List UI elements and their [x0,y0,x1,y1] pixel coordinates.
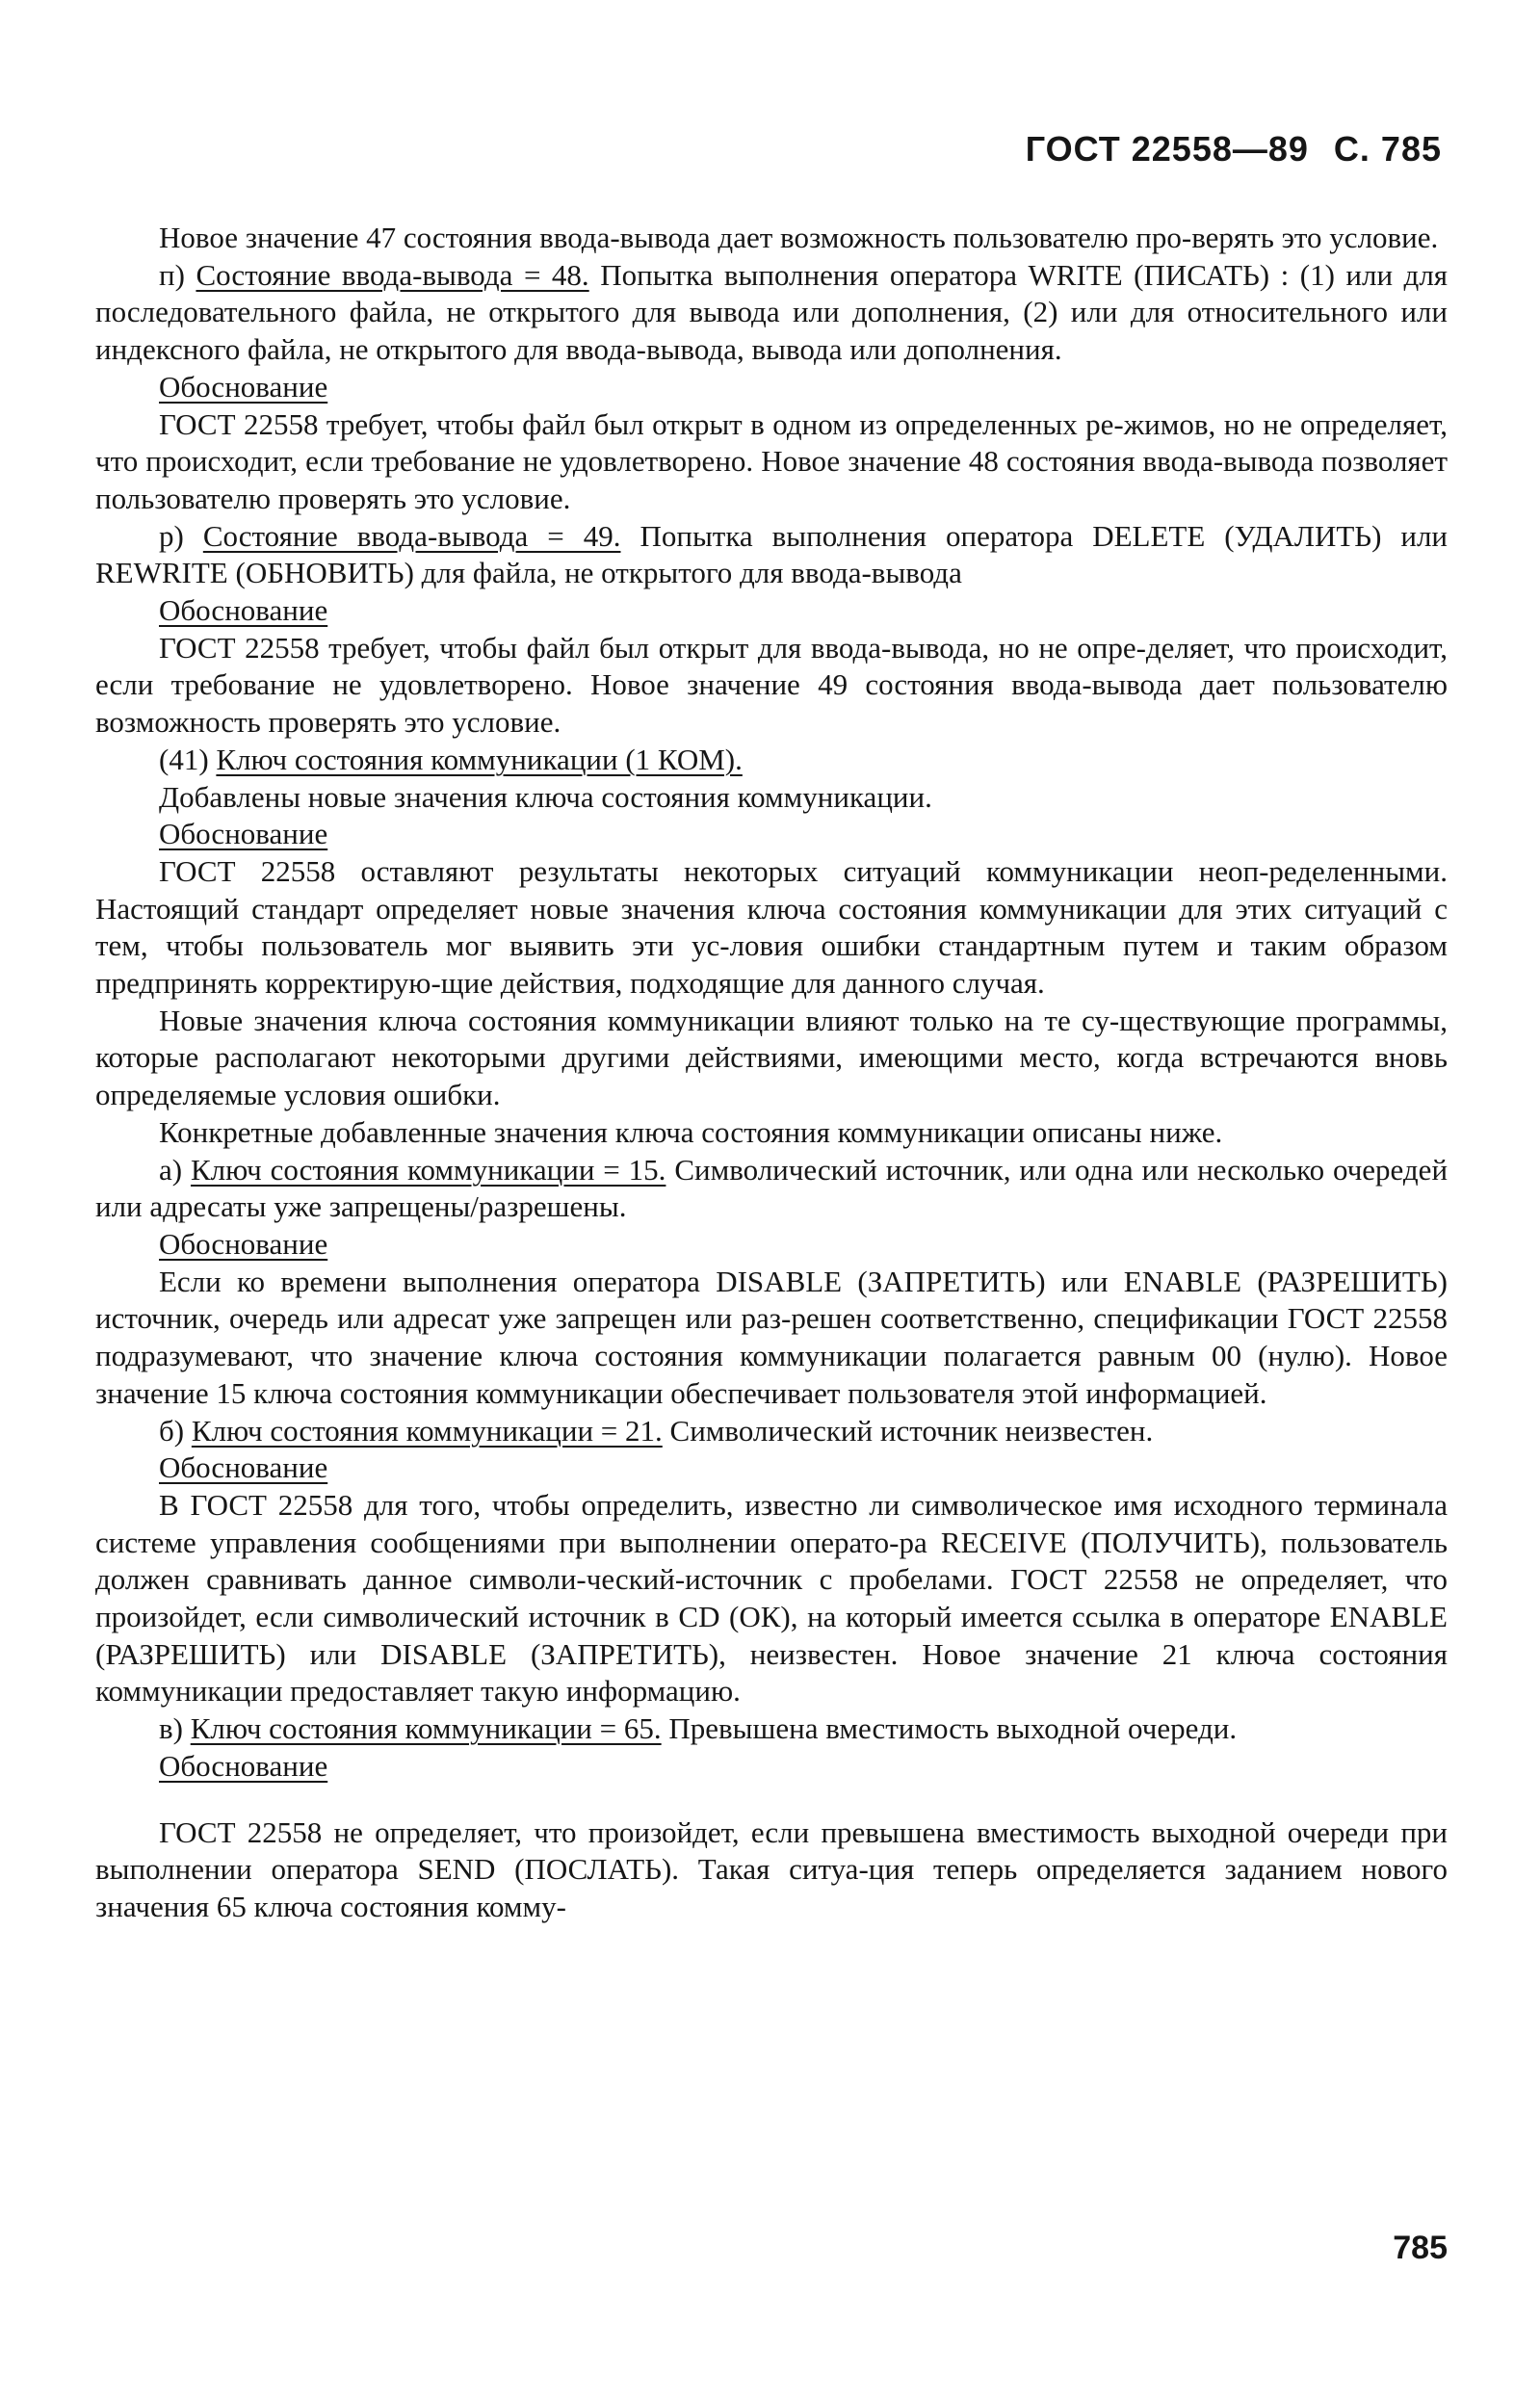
item-marker: а) [159,1152,183,1187]
justification-heading: Обоснование [159,1226,328,1261]
item-marker: р) [159,518,184,553]
item-a [95,1152,1448,1226]
page-number: 785 [1393,2230,1448,2266]
item-text: Символический источник неизвестен. [669,1413,1154,1448]
paragraph: Если ко времени выполнения оператора DISABLE (ЗАПРЕТИТЬ) или ENABLE (РАЗРЕШИТЬ) источник, очередь или адресат уже запрещен или раз-решен соответственно, спецификации ГОСТ 22558 подразумевают, что значение ключа состояния коммуникации полагается равным 00 (нулю). Новое значение 15 ключа состояния коммуникации обеспечивает пользователя этой информацией. [95,1264,1448,1410]
item-b [95,1413,1448,1450]
paragraph: ГОСТ 22558 требует, чтобы файл был открыт в одном из определенных ре-жимов, но не определяет, что происходит, если требование не удовлетворено. Новое значение 48 состояния ввода-вывода позволяет пользователю проверять это условие. [95,406,1448,515]
paragraph: ГОСТ 22558 оставляют результаты некоторых ситуаций коммуникации неоп-ределенными. Настоящий стандарт определяет новые значения ключа состояния коммуникации для этих ситуаций с тем, чтобы пользователь мог выявить эти ус-ловия ошибки стандартным путем и таким образом предпринять корректирую-щие действия, подходящие для данного случая. [95,853,1448,1001]
item-text-continued: WRITE (ПИСАТЬ) : (1) или для последовательного файла, не открытого для вывода или дополнения, (2) или для относительного или индексного файла, не открытого для ввода-вывода, вывода или дополнения. [95,257,1449,367]
item-marker: (41) [159,742,209,776]
item-marker: в) [159,1711,183,1746]
paragraph: Добавлены новые значения ключа состояния коммуникации. [159,779,932,814]
item-marker: б) [159,1413,185,1448]
justification-heading: Обоснование [159,817,328,851]
document-body [95,220,1448,1926]
item-label: Состояние ввода-вывода = 48. [196,257,589,292]
item-label: Состояние ввода-вывода = 49. [202,518,621,553]
item-41 [95,742,1448,779]
item-text: Превышена вместимость выходной очереди. [668,1711,1238,1746]
item-label: Ключ состояния коммуникации = 65. [190,1711,662,1746]
header-page-number: С. 785 [1333,129,1442,169]
justification-heading: Обоснование [159,369,328,404]
item-label: Ключ состояния коммуникации = 15. [190,1152,666,1187]
item-label: Ключ состояния коммуникации = 21. [191,1413,663,1448]
paragraph: Новое значение 47 состояния ввода-вывода дает возможность пользователю про-верять это условие. [159,221,1439,254]
item-v [95,1710,1448,1748]
justification-heading: Обоснование [159,593,328,628]
paragraph: Новые значения ключа состояния коммуникации влияют только на те су-ществующие программы, которые располагают некоторыми другими действиями, имеющими место, когда встречаются вновь определяемые условия ошибки. [95,1003,1448,1112]
item-text: Попытка выполнения оператора [600,257,1018,292]
standard-number: ГОСТ 22558—89 [1025,129,1309,169]
item-text: Попытка выполнения оператора [639,518,1074,553]
justification-heading: Обоснование [159,1450,328,1485]
item-n [95,257,1448,369]
justification-heading: Обоснование [159,1748,328,1783]
item-r [95,518,1448,592]
item-label: Ключ состояния коммуникации (1 КОМ). [216,742,743,776]
item-text-continued: DELETE (УДАЛИТЬ) или REWRITE (ОБНОВИТЬ) для файла, не открытого для ввода-вывода [95,518,1449,590]
paragraph: ГОСТ 22558 не определяет, что произойдет, если превышена вместимость выходной очереди при выполнении оператора SEND (ПОСЛАТЬ). Такая ситуа-ция теперь определяется заданием нового значения 65 ключа состояния комму- [95,1814,1448,1923]
spacer [95,1786,1448,1814]
paragraph: В ГОСТ 22558 для того, чтобы определить, известно ли символическое имя исходного терминала системе управления сообщениями при выполнении операто-ра RECEIVE (ПОЛУЧИТЬ), пользователь должен сравнивать данное символи-ческий-источник с пробелами. ГОСТ 22558 не определяет, что произойдет, если символический источник в CD (ОК), на который имеется ссылка в операторе ENABLE (РАЗРЕШИТЬ) или DISABLE (ЗАПРЕТИТЬ), неизвестен. Новое значение 21 ключа состояния коммуникации предоставляет такую информацию. [95,1487,1448,1709]
paragraph: Конкретные добавленные значения ключа состояния коммуникации описаны ниже. [159,1114,1223,1149]
paragraph: ГОСТ 22558 требует, чтобы файл был открыт для ввода-вывода, но не опре-деляет, что происходит, если требование не удовлетворено. Новое значение 49 состояния ввода-вывода дает пользователю возможность проверять это условие. [95,630,1448,740]
page-header [1026,129,1442,170]
item-text: Символический источник, или одна или несколько очередей или адресаты уже запрещены/разрешены. [95,1152,1449,1224]
item-marker: п) [159,257,185,292]
